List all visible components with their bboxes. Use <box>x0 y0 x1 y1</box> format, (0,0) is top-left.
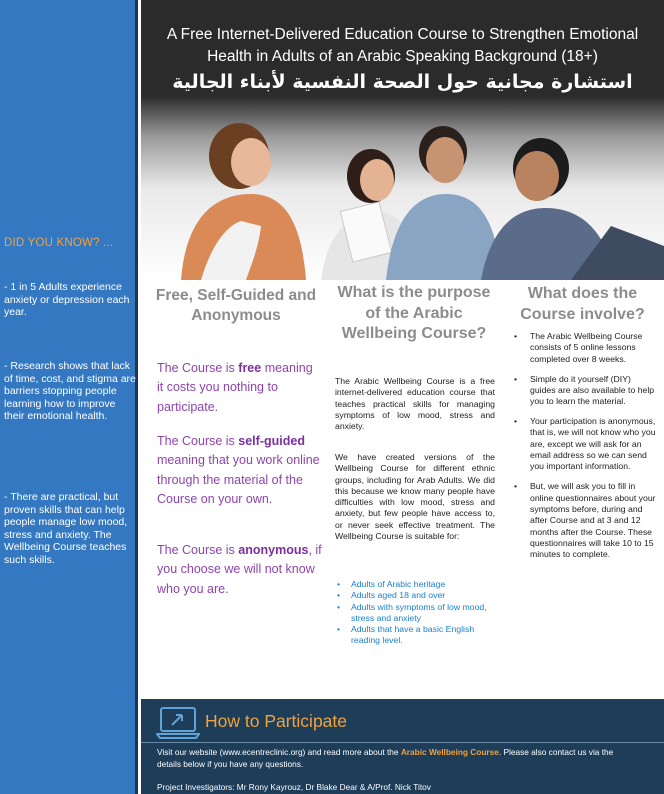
course-involve-list <box>514 331 658 569</box>
text: , if you choose we will not know who you are. <box>157 543 322 596</box>
project-investigators: Project Investigators: Mr Rony Kayrouz, Dr Blake Dear & A/Prof. Nick Titov <box>157 782 431 792</box>
suitable-list <box>335 579 500 647</box>
sidebar-fact: - There are practical, but proven skills that can help people manage low mood, stress and anxiety. The Wellbeing Course teaches such skills. <box>4 491 128 566</box>
list-item: • Adults aged 18 and over <box>335 590 500 601</box>
purpose-paragraph: The Arabic Wellbeing Course is a free internet-delivered education course that teaches practical skills for managing symptoms of low mood, stress and anxiety. <box>335 376 495 432</box>
text: meaning it costs you nothing to participate. <box>157 361 313 414</box>
list-item: • Simple do it yourself (DIY) guides are also available to help you to learn the material. <box>514 374 658 408</box>
list-item: • Your participation is anonymous, that is, we will not know who you are, except we will ask for an email address so we can send you important information. <box>514 416 658 472</box>
emphasis: free <box>238 361 262 375</box>
visit-text-line-2: details below if you have any questions. <box>157 759 304 769</box>
list-item: • Adults that have a basic English reading level. <box>335 624 500 647</box>
how-to-participate-title: How to Participate <box>205 711 348 731</box>
heading-purpose: What is the purpose of the Arabic Wellbeing Course? <box>337 284 491 342</box>
text: The Course is <box>157 543 239 557</box>
divider <box>141 742 664 743</box>
group-photo <box>141 96 664 280</box>
sidebar-fact: - Research shows that lack of time, cost, and stigma are barriers stopping people learning how to improve their emotional health. <box>4 360 136 423</box>
versions-paragraph: We have created versions of the Wellbeing Course for different ethnic groups, including for Arab Adults. We did this because we know many people have difficulties with low mood, stress and anxiety, but few people have access to, or never seek effective treatment. The Wellbeing Course is suitable for: <box>335 452 495 542</box>
title-english <box>141 24 664 68</box>
text: The Course is <box>157 434 239 448</box>
title-arabic: استشارة مجانية حول الصحة النفسية لأبناء الجالية <box>172 71 633 93</box>
emphasis: anonymous <box>238 543 309 557</box>
text: Visit our website (www.ecentreclinic.org) and read more about the <box>157 747 401 757</box>
did-you-know-heading: DID YOU KNOW? ... <box>4 237 114 249</box>
title-line-1: A Free Internet-Delivered Education Course to Strengthen Emotional <box>166 26 639 43</box>
laptop-icon <box>156 706 200 745</box>
emphasis: self-guided <box>238 434 305 448</box>
anonymous-paragraph <box>157 541 322 599</box>
heading-free-self-guided: Free, Self-Guided and Anonymous <box>155 287 317 324</box>
visit-text <box>157 746 663 758</box>
text: meaning that you work online through the material of the Course on your own. <box>157 453 320 507</box>
title-line-2: Health in Adults of an Arabic Speaking Background (18+) <box>207 48 598 65</box>
list-item: • But, we will ask you to fill in online questionnaires about your symptoms before, during and after Course and at 3 and 12 months after the Course. These questionnaires will take 10 to 15 minutes to complete. <box>514 481 658 560</box>
list-item: • The Arabic Wellbeing Course consists of 5 online lessons completed over 8 weeks. <box>514 331 658 365</box>
text: The Course is <box>157 361 239 375</box>
self-guided-paragraph <box>157 432 322 510</box>
list-item: • Adults with symptoms of low mood, stress and anxiety <box>335 602 500 625</box>
course-name: Arabic Wellbeing Course <box>400 747 499 757</box>
free-paragraph <box>157 359 322 417</box>
text: . Please also contact us via the <box>498 747 614 757</box>
list-item: • Adults of Arabic heritage <box>335 579 500 590</box>
heading-course-involve: What does the Course involve? <box>520 285 645 323</box>
sidebar-fact: - 1 in 5 Adults experience anxiety or depression each year. <box>4 281 130 319</box>
